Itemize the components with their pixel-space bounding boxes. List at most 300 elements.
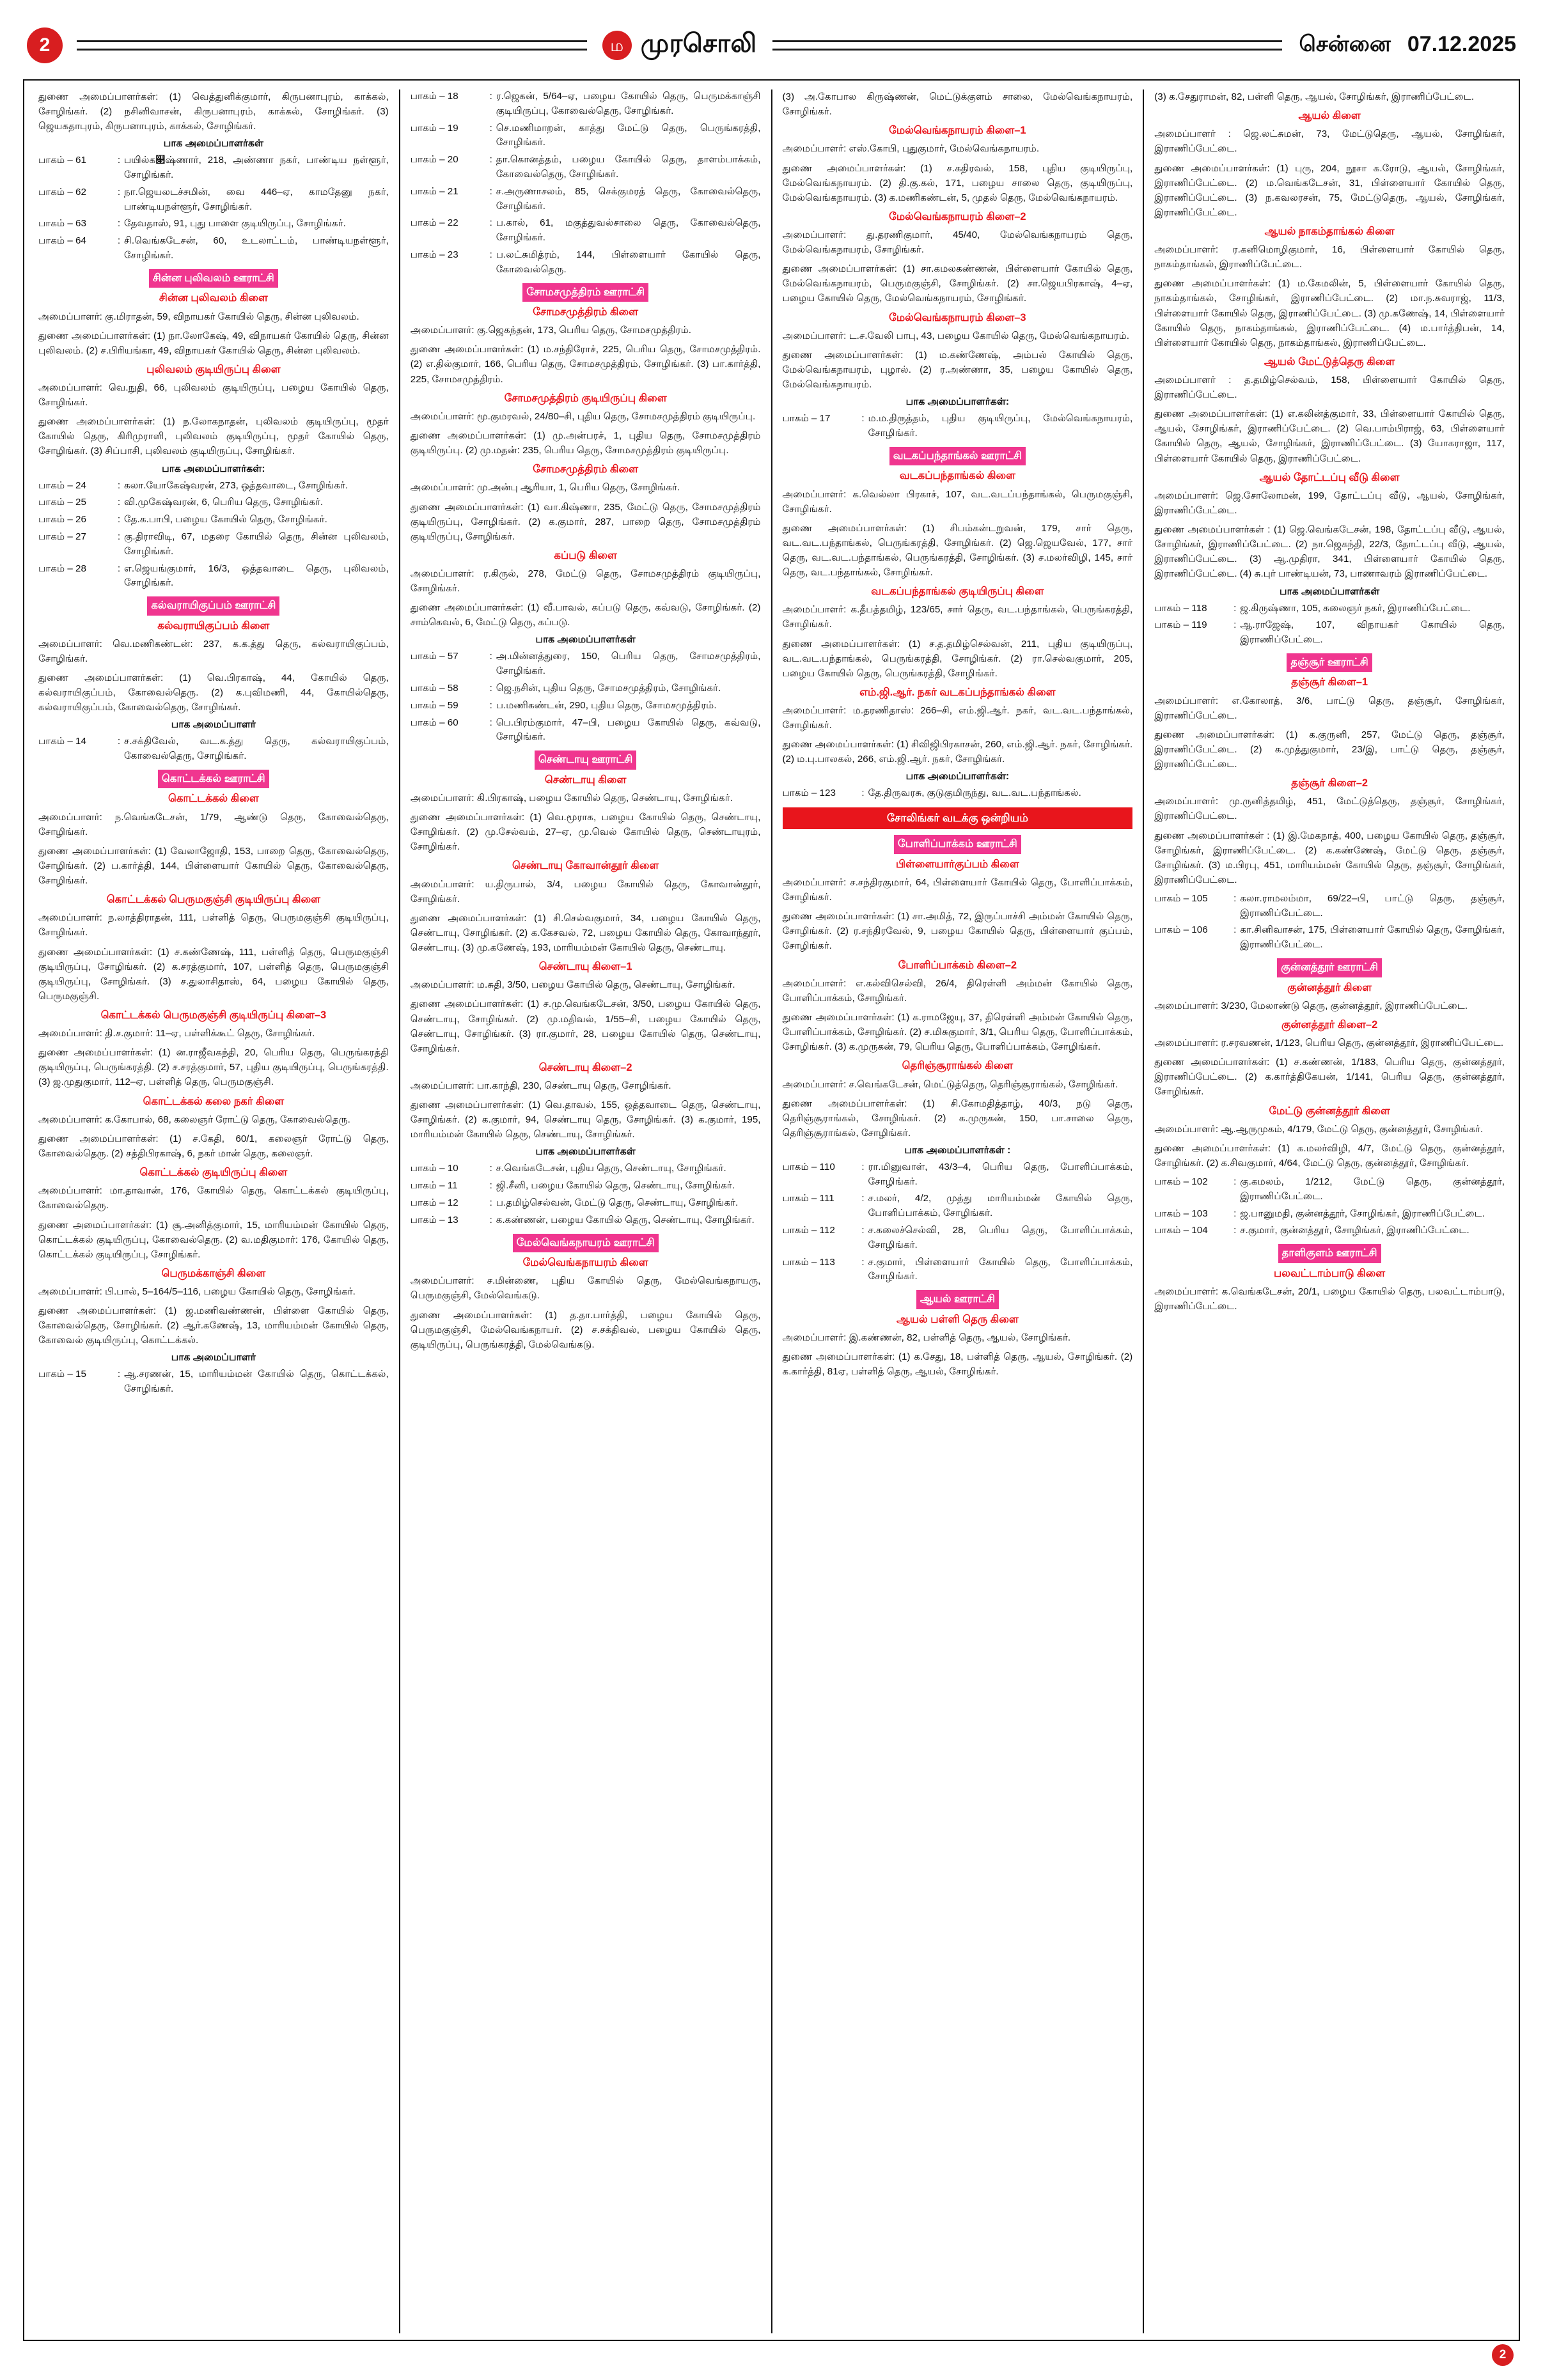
branch-heading: மேட்டு குன்னத்தூர் கிளை: [1269, 1105, 1390, 1117]
body-paragraph: துணை அமைப்பாளர்கள்: (1) வா.கிஷ்ணா, 235, மேட்டு தெரு, சோமசமுத்திரம் குடியிருப்பு, சோழிங்கர். (2) க.குமார், 287, பாறை தெரு, சோமசமுத்திரம் குடியிருப்பு, சோழிங்கர்.: [410, 501, 761, 542]
part-colon: :: [489, 1214, 492, 1225]
branch-heading: கல்வராயிகுப்பம் கிளை: [157, 619, 270, 632]
body-paragraph: துணை அமைப்பாளர்கள்: (1) சா.கமலகண்ணன், பிள்ளையார் கோயில் தெரு, மேல்வெங்கநாயரம், பெருமகுஞ்சி, சோழிங்கர். (2) சா.ஜெயபிரகாஷ், 4–ஏ, பழைய கோயில் தெரு, மேல்வெங்கநாயரம், சோழிங்கர்.: [782, 263, 1133, 304]
part-colon: :: [489, 91, 492, 102]
body-paragraph: துணை அமைப்பாளர்கள்: (1) வெ.தாவல், 155, ஒத்தவாடை தெரு, செண்டாயு, சோழிங்கர். (2) க.குமார், 94, செண்டாயு தெரு, சோழிங்கர். (3) க.குமார், 195, மாரியம்மன் கோயில் தெரு, செண்டாயு, சோழிங்கர்.: [410, 1100, 761, 1140]
part-value: க.கண்ணன், பழைய கோயில் தெரு, செண்டாயு, சோழிங்கர்.: [496, 1214, 755, 1225]
part-entry: [38, 495, 389, 510]
body-paragraph: துணை அமைப்பாளர்கள்: (1) வெத்துனிக்குமார், கிருபனாபுரம், காக்கல், சோழிங்கர். (2) நசினிவாசன், கிருபனாபுரம், காக்கல், சோழிங்கர். (3) ஜெயகதாபுரம், கிருபனாபுரம், காக்கல், சோழிங்கர்.: [38, 91, 389, 132]
part-entry: [38, 234, 389, 263]
part-colon: :: [1234, 602, 1237, 614]
part-label: பாகம் – 105: [1154, 892, 1208, 904]
masthead-rule-left: [77, 40, 587, 51]
part-colon: :: [861, 413, 865, 424]
body-paragraph: துணை அமைப்பாளர்கள்: (1) க.குருனி, 257, மேட்டு தெரு, தஞ்சூர், இராணிப்பேட்டை. (2) க.முத்துகுமார், 23/இ, பாட்டு தெரு, தஞ்சூர், இராணிப்பேட்டை.: [1154, 729, 1505, 770]
part-label: பாகம் – 102: [1154, 1176, 1208, 1188]
part-entry: [1154, 892, 1505, 921]
masthead-meta: [1291, 32, 1516, 59]
section-subheading: பாக அமைப்பாளர்கள்: [535, 634, 636, 646]
issue-date: 07.12.2025: [1407, 31, 1517, 56]
part-colon: :: [489, 651, 492, 662]
part-label: பாகம் – 20: [410, 154, 458, 166]
branch-heading: சின்ன புலிவலம் கிளை: [159, 292, 268, 304]
branch-heading: புலிவலம் குடியிருப்பு கிளை: [146, 363, 281, 375]
part-entry: [38, 530, 389, 559]
part-value: ரா.மினுவாள், 43/3–4, பெரிய தெரு, போளிப்பாக்கம், சோழிங்கர்.: [868, 1161, 1133, 1187]
footer-page-number: 2: [1492, 2344, 1514, 2366]
part-value: கலா.ராமலம்மா, 69/22–பி, பாட்டு தெரு, தஞ்சூர், இராணிப்பேட்டை.: [1240, 892, 1505, 919]
part-entry: [411, 248, 761, 277]
section-subheading: பாக அமைப்பாளர்: [171, 719, 256, 731]
branch-heading: சோமசமுத்திரம் கிளை: [533, 306, 639, 318]
body-paragraph: அமைப்பாளர்: கு.ஜெகந்தன், 173, பெரிய தெரு, சோமசமுத்திரம்.: [410, 325, 692, 336]
branch-heading: தஞ்சூர் கிளை–2: [1291, 777, 1368, 789]
body-paragraph: அமைப்பாளர்: க.வெல்லா பிரகாச், 107, வட.வடப்பந்தாங்கல், பெருமகுஞ்சி, சோழிங்கர்.: [782, 488, 1133, 515]
body-paragraph: துணை அமைப்பாளர்கள்: (1) சிவிஜிபிரகாசன், 260, எம்.ஜி.ஆர். நகர், சோழிங்கர். (2) ம.பு.பாலகல், 266, எம்.ஜி.ஆர். நகர், சோழிங்கர்.: [782, 739, 1133, 765]
part-colon: :: [117, 155, 121, 166]
part-colon: :: [489, 154, 492, 166]
part-label: பாகம் – 104: [1154, 1225, 1208, 1236]
part-entry: [411, 1213, 761, 1228]
part-entry: [38, 735, 389, 764]
part-label: பாகம் – 15: [38, 1369, 86, 1380]
part-value: ச.குமார், பிள்ளையார் கோயில் தெரு, போளிப்பாக்கம், சோழிங்கர்.: [868, 1256, 1133, 1282]
body-paragraph: துணை அமைப்பாளர்கள்: (1) நா.லோகேஷ், 49, விநாயகர் கோயில் தெரு, சின்ன புலிவலம். (2) ச.பிரியங்கா, 49, விநாயகர் கோயில் தெரு, சின்ன புலிவலம்.: [38, 330, 389, 356]
body-paragraph: அமைப்பாளர்: ர.சரவணன், 1/123, பெரிய தெரு, குன்னத்தூர், இராணிப்பேட்டை.: [1154, 1038, 1504, 1049]
body-paragraph: துணை அமைப்பாளர்கள்: (1) ச.மு.வெங்கடேசன், 3/50, பழைய கோயில் தெரு, செண்டாயு, சோழிங்கர். (2) மு.மதிவல், 1/55–சி, பழைய கோயில் தெரு, செண்டாயு, சோழிங்கர். (3) ரா.குமார், 28, பழைய கோயில் தெரு, செண்டாயு, சோழிங்கர்.: [410, 999, 761, 1054]
part-label: பாகம் – 103: [1154, 1208, 1208, 1219]
part-entry: [1154, 1224, 1505, 1238]
body-paragraph: துணை அமைப்பாளர்கள்: (1) சி.செல்வகுமார், 34, பழைய கோயில் தெரு, செண்டாயு, சோழிங்கர். (2) க.கேசவல், 72, பழைய கோயில் தெரு, கோவாந்தூர், செண்டாயு. (3) மு.கணேஷ், 193, மாரியம்மன் கோயில் தெரு, செண்டாயு.: [410, 912, 761, 953]
branch-heading: கொட்டக்கல் பெருமகுஞ்சி குடியிருப்பு கிளை: [106, 894, 320, 906]
body-paragraph: துணை அமைப்பாளர்கள் : (1) இ.மேகநாத், 400, பழைய கோயில் தெரு, தஞ்சூர், சோழிங்கர், இராணிப்பேட்டை. (2) க.கண்ணேஷ், மேட்டு தெரு, தஞ்சூர், சோழிங்கர். (3) ம.பிரபு, 451, மாரியம்மன் கோயில் தெரு, தஞ்சூர், சோழிங்கர், இராணிப்பேட்டை.: [1154, 830, 1505, 885]
part-label: பாகம் – 18: [410, 91, 458, 102]
body-paragraph: அமைப்பாளர்: 3/230, மேலாண்டு தெரு, குன்னத்தூர், இராணிப்பேட்டை.: [1154, 1000, 1468, 1011]
part-colon: :: [117, 736, 121, 747]
part-label: பாகம் – 111: [782, 1193, 834, 1204]
part-entry: [411, 1179, 761, 1194]
branch-heading: ஆயல் கிளை: [1298, 110, 1361, 122]
part-label: பாகம் – 62: [38, 186, 86, 198]
part-value: ச.அருணாசலம், 85, செக்குமரத் தெரு, கோவைல்தெரு, சோழிங்கர்.: [496, 185, 761, 212]
part-entry: [411, 1196, 761, 1211]
section-subheading: பாக அமைப்பாளர்: [171, 1352, 256, 1364]
part-colon: :: [489, 683, 492, 694]
body-paragraph: அமைப்பாளர்: தி.ச.குமார்: 11–ஏ, பள்ளிக்கூட் தெரு, சோழிங்கர்.: [38, 1028, 315, 1039]
part-value: எ.ஜெயங்குமார், 16/3, ஒத்தவாடை தெரு, புலிவலம், சோழிங்கர்.: [124, 563, 389, 589]
body-paragraph: அமைப்பாளர்: ச.வெங்கடேசன், மெட்டுத்தெரு, தெரிஞ்சூராங்கல், சோழிங்கர்.: [782, 1078, 1118, 1090]
column-2: [399, 89, 771, 2333]
part-label: பாகம் – 28: [38, 563, 86, 574]
part-value: ப.தமிழ்செல்வன், மேட்டு தெரு, செண்டாயு, சோழிங்கர்.: [496, 1197, 739, 1209]
branch-heading: குன்னத்தூர் கிளை–2: [1281, 1018, 1378, 1031]
body-paragraph: துணை அமைப்பாளர்கள்: (1) த.தா.பார்த்தி, பழைய கோயில் தெரு, பெருமகுஞ்சி, மேல்வெங்கநாயர். (2) ச.சக்திவல், பழைய கோயில் தெரு, குடியிருப்பு, பெருங்கரத்தி, மேல்வெங்கடு.: [410, 1309, 761, 1350]
part-entry: [38, 153, 389, 183]
branch-heading: ஆயல் தோட்டப்பு வீடு கிளை: [1259, 471, 1400, 483]
body-paragraph: துணை அமைப்பாளர்கள் : (1) ஜெ.வெங்கடேசன், 198, தோட்டப்பு வீடு, ஆயல், சோழிங்கர், இராணிப்பேட்டை. (2) நா.ஜெகந்தி, 22/3, தோட்டப்பு வீடு, ஆயல், இராணிப்பேட்டை. (3) ஆ.முதிரா, 341, பிள்ளையார் கோயில் தெரு, இராணிப்பேட்டை. (4) சு.புர் பாண்டியன், 73, பாணாவரம் இராணிப்பேட்டை.: [1154, 524, 1505, 580]
body-paragraph: அமைப்பாளர் : த.தமிழ்செல்வம், 158, பிள்ளையார் கோயில் தெரு, இராணிப்பேட்டை.: [1154, 375, 1505, 401]
part-value: ப.மணிகண்டன், 290, புதிய தெரு, சோமசமுத்திரம்.: [496, 699, 717, 711]
part-entry: [411, 153, 761, 182]
body-paragraph: அமைப்பாளர்: ட.ச.வேலி பாபு, 43, பழைய கோயில் தெரு, மேல்வெங்கநாயரம்.: [782, 330, 1130, 341]
part-colon: :: [489, 122, 492, 134]
part-colon: :: [489, 217, 492, 229]
body-paragraph: துணை அமைப்பாளர்கள்: (1) வெ.பிரகாஷ், 44, கோயில் தெரு, கல்வராயிகுப்பம், கோவைல்தெரு. (2) க.புவிமணி, 44, கோயில்தெரு, கல்வராயிகுப்பம், கோவைல்தெரு, சோழிங்கர்.: [38, 673, 389, 713]
part-entry: [1154, 1207, 1505, 1222]
part-label: பாகம் – 22: [410, 217, 458, 229]
part-colon: :: [861, 1256, 865, 1268]
elephant-icon: ம: [602, 31, 632, 60]
part-colon: :: [117, 235, 121, 247]
body-paragraph: அமைப்பாளர்: ர.கனிமொழிகுமார், 16, பிள்ளையார் கோயில் தெரு, நாகம்தாங்கல், இராணிப்பேட்டை.: [1154, 244, 1505, 270]
part-label: பாகம் – 10: [410, 1163, 458, 1174]
part-value: பெ.பிரம்குமார், 47–பி, பழைய கோயில் தெரு, கவ்வடு, சோழிங்கர்.: [496, 717, 761, 743]
body-paragraph: அமைப்பாளர்: வெ.நுதி, 66, புலிவலம் குடியிருப்பு, பழைய கோயில் தெரு, சோழிங்கர்.: [38, 382, 389, 408]
part-value: ஜ.கிருஷ்ணா, 105, கலைஞர் நகர், இராணிப்பேட்டை.: [1240, 602, 1471, 614]
section-subheading: பாக அமைப்பாளர்கள்:: [905, 771, 1010, 782]
body-paragraph: துணை அமைப்பாளர்கள்: (1) க.சேது, 18, பள்ளித் தெரு, ஆயல், சோழிங்கர். (2) க.கார்த்தி, 81ஏ, பள்ளித் தெரு, ஆயல், சோழிங்கர்.: [782, 1351, 1133, 1378]
ward-heading: தாளிகுளம் ஊராட்சி: [1278, 1244, 1381, 1263]
part-entry: [411, 716, 761, 745]
branch-heading: மேல்வெங்கநாயரம் கிளை–3: [889, 311, 1026, 323]
part-colon: :: [1234, 924, 1237, 936]
branch-heading: கப்படு கிளை: [554, 549, 617, 561]
part-label: பாகம் – 25: [38, 497, 86, 508]
branch-heading: கொட்டக்கல் குடியிருப்பு கிளை: [139, 1167, 288, 1179]
part-entry: [411, 121, 761, 151]
body-paragraph: துணை அமைப்பாளர்கள்: (1) ன.ராஜீவகந்தி, 20, பெரிய தெரு, பெருங்கரத்தி குடியிருப்பு, பெருங்கரத்தி. (2) ச.சரத்குமார், 57, புதிய குடியிருப்பு, பெருங்கரத்தி. (3) ஜ.முதுகுமார், 112–ஏ, பள்ளித் தெரு, பெருமகுஞ்சி.: [38, 1047, 389, 1088]
body-paragraph: அமைப்பாளர்: வெ.மணிகண்டன்: 237, க.க.த்து தெரு, கல்வராயிகுப்பம், சோழிங்கர்.: [38, 638, 389, 664]
body-paragraph: அமைப்பாளர்: க.தீபத்தமிழ், 123/65, சார் தெரு, வட.பந்தாங்கல், பெருங்கரத்தி, சோழிங்கர்.: [782, 604, 1133, 630]
part-colon: :: [117, 514, 121, 525]
body-paragraph: அமைப்பாளர்: ந.வெங்கடேசன், 1/79, ஆண்டு தெரு, கோவைல்தெரு, சோழிங்கர்.: [38, 811, 389, 837]
part-entry: [783, 1160, 1133, 1190]
part-value: கு.திராவிடி, 67, மதரை கோயில் தெரு, சின்ன புலிவலம், சோழிங்கர்.: [124, 531, 389, 557]
part-entry: [38, 185, 389, 215]
ward-heading: செண்டாயு ஊராட்சி: [535, 751, 636, 769]
part-value: கு.கமலம், 1/212, மேட்டு தெரு, குன்னத்தூர், இராணிப்பேட்டை.: [1240, 1176, 1505, 1202]
part-entry: [411, 681, 761, 696]
body-paragraph: துணை அமைப்பாளர்கள்: (1) சூ.அனித்குமார், 15, மாரியம்மன் கோயில் தெரு, கொட்டக்கல் குடியிருப்பு, கோவைல்தெரு. (2) வ.மதிகுமார்: 176, கோயில் தெரு, கொட்டக்கல் குடியிருப்பு, சோழிங்கர்.: [38, 1219, 389, 1260]
part-label: பாகம் – 112: [782, 1225, 835, 1236]
ward-heading: சோமசமுத்திரம் ஊராட்சி: [522, 283, 648, 302]
part-value: வி.முகேஷ்வரன், 6, பெரிய தெரு, சோழிங்கர்.: [124, 497, 324, 508]
ward-heading: வடகப்பந்தாங்கல் ஊராட்சி: [889, 447, 1026, 465]
ward-heading: சின்ன புலிவலம் ஊராட்சி: [149, 269, 278, 288]
part-label: பாகம் – 118: [1154, 602, 1207, 614]
ward-heading: ஆயல் ஊராட்சி: [916, 1290, 999, 1309]
part-label: பாகம் – 60: [410, 717, 458, 728]
part-entry: [38, 1367, 389, 1397]
part-label: பாகம் – 14: [38, 736, 86, 747]
ward-heading: மேல்வெங்கநாயரம் ஊராட்சி: [513, 1234, 659, 1252]
part-value: ச.குமார், குன்னத்தூர், சோழிங்கர், இராணிப்பேட்டை.: [1240, 1225, 1469, 1236]
part-label: பாகம் – 57: [410, 651, 458, 662]
part-value: ச.கலைச்செல்வி, 28, பெரிய தெரு, போளிப்பாக்கம், சோழிங்கர்.: [868, 1225, 1133, 1250]
part-entry: [38, 562, 389, 591]
branch-heading: பெருமக்காஞ்சி கிளை: [161, 1267, 266, 1279]
body-paragraph: துணை அமைப்பாளர்கள்: (1) சி.கோமதித்தாழ், 40/3, நடு தெரு, தெரிஞ்சூராங்கல், சோழிங்கர். (2) க.முருகன், 150, பா.சாலை தெரு, தெரிஞ்சூராங்கல், சோழிங்கர்.: [782, 1098, 1133, 1139]
body-paragraph: துணை அமைப்பாளர்கள்: (1) எ.கலின்த்குமார், 33, பிள்ளையார் கோயில் தெரு, ஆயல், சோழிங்கர், இராணிப்பேட்டை. (2) வெ.பாம்பிராஜ், 63, பிள்ளையார் கோயில் தெரு, ஆயல், சோழிங்கர், இராணிப்பேட்டை. (3) யோகராஜா, 117, பிள்ளையார் கோயில் தெரு, இராணிப்பேட்டை.: [1154, 408, 1505, 464]
part-entry: [1154, 618, 1505, 648]
body-paragraph: அமைப்பாளர் : ஜெ.லட்சுமன், 73, மேட்டுதெரு, ஆயல், சோழிங்கர், இராணிப்பேட்டை.: [1154, 128, 1505, 155]
body-paragraph: அமைப்பாளர்: க.கோபால், 68, கலைஞர் ரோட்டு தெரு, கோவைல்தெரு.: [38, 1114, 350, 1125]
part-label: பாகம் – 106: [1154, 924, 1208, 936]
body-paragraph: துணை அமைப்பாளர்கள்: (1) வெ.மூராக, பழைய கோயில் தெரு, செண்டாயு, சோழிங்கர். (2) மு.சேல்வம், 27–ஏ, மு.வெல் கோயில் தெரு, செண்டாயுரம், சோழிங்கர்.: [410, 812, 761, 853]
branch-heading: செண்டாயு கிளை–1: [538, 961, 632, 973]
column-4: [1143, 89, 1515, 2333]
branch-heading: கொட்டக்கல் கிளை: [168, 793, 259, 805]
part-entry: [1154, 1175, 1505, 1204]
part-value: ஜெ.நசின், புதிய தெரு, சோமசமுத்திரம், சோழிங்கர்.: [496, 683, 721, 694]
body-paragraph: துணை அமைப்பாளர்கள்: (1) சா.அமித், 72, இருப்பாச்சி அம்மன் கோயில் தெரு, சோழிங்கர். (2) ர.சந்திரவேல், 9, பழைய கோயில் தெரு, பிள்ளையார் குப்பம், சோழிங்கர்.: [782, 911, 1133, 952]
section-subheading: பாக அமைப்பாளர்கள்: [1279, 586, 1380, 597]
part-label: பாகம் – 13: [410, 1214, 458, 1225]
body-paragraph: துணை அமைப்பாளர்கள்: (1) ஜ.மணிவண்ணன், பிள்ளை கோயில் தெரு, கோவைல்தெரு, சோழிங்கர். (2) ஆர்.கணேஷ், 13, மாரியம்மன் கோயில் தெரு, கோவைல் குடியிருப்பு, கொட்டக்கல்.: [38, 1305, 389, 1346]
edition-city: சென்னை: [1299, 31, 1391, 56]
section-subheading: பாக அமைப்பாளர்கள்:: [905, 396, 1010, 408]
body-paragraph: அமைப்பாளர்: ச.மின்ணை, புதிய கோயில் தெரு, மேல்வெங்கநாயரு, பெருமகுஞ்சி, மேல்வெங்கடு.: [410, 1275, 761, 1302]
branch-heading: மேல்வெங்கநாயரம் கிளை–1: [889, 125, 1026, 137]
body-paragraph: அமைப்பாளர்: எ.கோலாத், 3/6, பாட்டு தெரு, தஞ்சூர், சோழிங்கர், இராணிப்பேட்டை.: [1154, 695, 1505, 721]
body-paragraph: அமைப்பாளர்: து.தரணிகுமார், 45/40, மேல்வெங்கநாயரம் தெரு, மேல்வெங்கநாயரம், சோழிங்கர்.: [782, 229, 1133, 256]
part-entry: [783, 412, 1133, 441]
part-colon: :: [489, 699, 492, 711]
part-label: பாகம் – 123: [782, 788, 836, 799]
part-value: பயில்க௃ஷ்ணார், 218, அண்ணா நகர், பாண்டிய நள்ளூர், சோழிங்கர்.: [124, 155, 389, 181]
body-paragraph: துணை அமைப்பாளர்கள்: (1) ச.கண்ணேஷ், 111, பள்ளித் தெரு, பெருமகுஞ்சி குடியிருப்பு, சோழிங்கர். (2) க.சரத்குமார், 107, பள்ளித் தெரு, பெருமகுஞ்சி குடியிருப்பு, சோழிங்கர். (3) ச.துலாசிதாஸ், 64, பழைய கோயில் தெரு, பெருமகுஞ்சி.: [38, 946, 389, 1002]
body-paragraph: துணை அமைப்பாளர்கள்: (1) வீ.பாவல், கப்படு தெரு, கவ்வடு, சோழிங்கர். (2) சாம்கெவல், 6, மேட்டு தெரு, கப்படு.: [410, 602, 761, 628]
ward-heading: குன்னத்தூர் ஊராட்சி: [1277, 958, 1382, 977]
part-entry: [783, 1256, 1133, 1285]
part-colon: :: [1234, 1176, 1237, 1188]
part-colon: :: [117, 563, 121, 574]
body-paragraph: துணை அமைப்பாளர்கள்: (1) ம.சந்திரோச், 225, பெரிய தெரு, சோமசமுத்திரம். (2) எ.தில்குமார், 166, பெரிய தெரு, சோமசமுத்திரம், சோழிங்கர். (3) பா.கார்த்தி, 225, சோமசமுத்திரம்.: [410, 344, 761, 385]
branch-heading: சோமசமுத்திரம் கிளை: [533, 463, 639, 476]
body-paragraph: துணை அமைப்பாளர்கள்: (1) புரு, 204, நூசா க.ரோடு, ஆயல், சோழிங்கர், இராணிப்பேட்டை. (2) ம.வெங்கடேசன், 31, பிள்ளையார் கோயில் தெரு, இராணிப்பேட்டை. (3) ந.கவலரசன், 75, மேட்டுதெரு, ஆயல், சோழிங்கர், இராணிப்பேட்டை.: [1154, 162, 1505, 218]
part-value: ச.மலர், 4/2, முத்து மாரியம்மன் கோயில் தெரு, போளிப்பாக்கம், சோழிங்கர்.: [868, 1193, 1133, 1219]
branch-heading: மேல்வெங்கநாயரம் கிளை–2: [889, 210, 1026, 222]
part-colon: :: [861, 1161, 865, 1172]
branch-heading: குன்னத்தூர் கிளை: [1287, 981, 1372, 993]
body-paragraph: அமைப்பாளர்: மா.தாவான், 176, கோயில் தெரு, கொட்டக்கல் குடியிருப்பு, கோவைல்தெரு.: [38, 1185, 389, 1211]
body-paragraph: அமைப்பாளர்: எஸ்.கோபி, புதுகுமார், மேல்வெங்கநாயரம்.: [782, 143, 1040, 155]
part-colon: :: [489, 1197, 492, 1209]
part-entry: [411, 1162, 761, 1176]
part-label: பாகம் – 23: [410, 249, 458, 260]
masthead-rule-right: [772, 40, 1283, 51]
part-value: ஜ.பானுமதி, குன்னத்தூர், சோழிங்கர், இராணிப்பேட்டை.: [1240, 1208, 1485, 1219]
branch-heading: பலவட்டாம்பாடு கிளை: [1274, 1267, 1386, 1279]
part-value: ஜி.சீனி, பழைய கோயில் தெரு, செண்டாயு, சோழிங்கர்.: [496, 1180, 735, 1192]
part-label: பாகம் – 59: [410, 699, 458, 711]
body-paragraph: அமைப்பாளர்: க.வெங்கடேசன், 20/1, பழைய கோயில் தெரு, பலவட்டாம்பாடு, இராணிப்பேட்டை.: [1154, 1286, 1505, 1312]
part-value: கா.சினிவாசன், 175, பிள்ளையார் கோயில் தெரு, சோழிங்கர், இராணிப்பேட்டை.: [1240, 924, 1505, 951]
body-paragraph: துணை அமைப்பாளர்கள்: (1) ச.கதிரவல், 158, புதிய குடியிருப்பு, மேல்வெங்கநாயரம். (2) தி.கு.கல், 171, பழைய சாலை தெரு, குடியிருப்பு, மேல்வெங்கநாயரம். (3) க.மணிகண்டன், 5, முதல் தெரு, மேல்வெங்கநாயரம்.: [782, 162, 1133, 203]
part-value: ர.ஜெகன், 5/64–ஏ, பழைய கோயில் தெரு, பெருமக்காஞ்சி குடியிருப்பு, கோவைல்தெரு, சோழிங்கர்.: [496, 91, 761, 116]
part-value: அ.மின்னத்துரை, 150, பெரிய தெரு, சோமசமுத்திரம், சோழிங்கர்.: [496, 651, 761, 677]
masthead-title: [596, 29, 764, 61]
body-paragraph: அமைப்பாளர்: ர.கிருல், 278, மேட்டு தெரு, சோமசமுத்திரம் குடியிருப்பு, சோழிங்கர்.: [410, 568, 761, 595]
part-value: ச.வெங்கடேசன், புதிய தெரு, செண்டாயு, சோழிங்கர்.: [496, 1163, 726, 1174]
part-value: சி.வெங்கடேசன், 60, உடலாட்டம், பாண்டியநள்ளூர், சோழிங்கர்.: [124, 235, 389, 261]
part-entry: [38, 513, 389, 527]
part-colon: :: [489, 717, 492, 728]
part-label: பாகம் – 24: [38, 479, 86, 491]
body-paragraph: (3) க.சேதுராமன், 82, பள்ளி தெரு, ஆயல், சோழிங்கர், இராணிப்பேட்டை.: [1154, 91, 1475, 102]
body-paragraph: துணை அமைப்பாளர்கள்: (1) சிபம்கன்டறுவன், 179, சார் தெரு, வட.வட.பந்தாங்கல், பெருங்கரத்தி, சோழிங்கர். (2) ஜெ.ஜெயவேல், 177, சார் தெரு, வட.வட.பந்தாங்கல், பெருங்கரத்தி, சோழிங்கர். (3) ச.மலர்விழி, 145, சார் தெரு, வட.பந்தாங்கல், சோழிங்கர்.: [782, 522, 1133, 578]
branch-heading: வடகப்பந்தாங்கல் கிளை: [899, 470, 1016, 482]
body-paragraph: துணை அமைப்பாளர்கள்: (1) க.மலர்விழி, 4/7, மேட்டு தெரு, குன்னத்தூர், சோழிங்கர். (2) க.சிவகுமார், 4/64, மேட்டு தெரு, குன்னத்தூர், சோழிங்கர்.: [1154, 1142, 1505, 1169]
ward-heading: கல்வராயிகுப்பம் ஊராட்சி: [147, 596, 279, 615]
column-1: [28, 89, 399, 2333]
part-colon: :: [861, 788, 865, 799]
part-entry: [783, 1192, 1133, 1221]
part-colon: :: [1234, 892, 1237, 904]
part-colon: :: [1234, 1225, 1237, 1236]
body-paragraph: (3) அ.கோபால கிருஷ்ணன், மெட்டுக்குளம் சாலை, மேல்வெங்கநாயரம், சோழிங்கர்.: [782, 91, 1133, 118]
body-paragraph: அமைப்பாளர்: கு.மிராதன், 59, விநாயகர் கோயில் தெரு, சின்ன புலிவலம்.: [38, 311, 359, 322]
part-entry: [411, 649, 761, 679]
part-value: தேவதாஸ், 91, புது பாளை குடியிருப்பு, சோழிங்கர்.: [124, 218, 346, 229]
section-subheading: பாக அமைப்பாளர்கள்: [535, 1146, 636, 1158]
content-frame: [23, 79, 1520, 2341]
part-value: ச.சக்திவேல், வட.க.த்து தெரு, கல்வராயிகுப்பம், கோவைல்தெரு, சோழிங்கர்.: [124, 736, 389, 762]
ward-heading: போளிப்பாக்கம் ஊராட்சி: [894, 835, 1021, 853]
part-value: செ.மணிமாறன், காத்து மேட்டு தெரு, பெருங்கரத்தி, சோழிங்கர்.: [496, 122, 761, 148]
body-paragraph: அமைப்பாளர்: ம.தரணிதாஸ்: 266–சி, எம்.ஜி.ஆர். நகர், வட.வட.பந்தாங்கல், சோழிங்கர்.: [782, 705, 1133, 731]
part-label: பாகம் – 19: [410, 122, 458, 134]
part-entry: [783, 1224, 1133, 1253]
body-paragraph: அமைப்பாளர்: இ.கண்ணன், 82, பள்ளித் தெரு, ஆயல், சோழிங்கர்.: [782, 1332, 1071, 1343]
branch-heading: மேல்வெங்கநாயரம் கிளை: [522, 1257, 648, 1269]
branch-heading: செண்டாயு கிளை: [544, 774, 627, 786]
body-paragraph: அமைப்பாளர்: ச.சந்திரகுமார், 64, பிள்ளையார் கோயில் தெரு, போளிப்பாக்கம், சோழிங்கர்.: [782, 877, 1133, 903]
body-paragraph: அமைப்பாளர்: ய.திருபால், 3/4, பழைய கோயில் தெரு, கோவான்தூர், சோழிங்கர்.: [410, 878, 761, 905]
part-colon: :: [1234, 619, 1237, 631]
branch-heading: கொட்டக்கல் பெருமகுஞ்சி குடியிருப்பு கிளை–3: [100, 1009, 327, 1021]
body-paragraph: அமைப்பாளர்: மு.ருனித்தமிழ், 451, மேட்டுத்தெரு, தஞ்சூர், சோழிங்கர், இராணிப்பேட்டை.: [1154, 796, 1505, 822]
body-paragraph: அமைப்பாளர்: ம.சுதி, 3/50, பழைய கோயில் தெரு, செண்டாயு, சோழிங்கர்.: [410, 979, 735, 991]
part-entry: [411, 216, 761, 245]
part-value: தே.திருவரசு, குடுகுமிருந்து, வட.வட.பந்தாங்கல்.: [868, 788, 1081, 799]
part-colon: :: [489, 249, 492, 260]
part-label: பாகம் – 21: [410, 185, 458, 197]
part-colon: :: [861, 1225, 865, 1236]
body-paragraph: துணை அமைப்பாளர்கள்: (1) ச.கேதி, 60/1, கலைஞர் ரோட்டு தெரு, கோவைல்தெரு. (2) சத்திபிரகாஷ், 6, நகர் மான் தெரு, கலைஞர்.: [38, 1133, 389, 1160]
body-paragraph: அமைப்பாளர்: எ.கல்விசெல்வி, 26/4, திரெள்ளி அம்மன் கோயில் தெரு, போளிப்பாக்கம், சோழிங்கர்.: [782, 977, 1133, 1004]
body-paragraph: அமைப்பாளர்: பா.காந்தி, 230, செண்டாயு தெரு, சோழிங்கர்.: [410, 1080, 671, 1092]
ward-heading: கொட்டக்கல் ஊராட்சி: [158, 770, 269, 788]
part-label: பாகம் – 110: [782, 1161, 835, 1172]
part-label: பாகம் – 26: [38, 514, 86, 525]
part-value: ஆ.சரணன், 15, மாரியம்மன் கோயில் தெரு, கொட்டக்கல், சோழிங்கர்.: [124, 1369, 389, 1395]
part-label: பாகம் – 64: [38, 235, 86, 247]
branch-heading: எம்.ஜி.ஆர். நகர் வடகப்பந்தாங்கல் கிளை: [859, 686, 1056, 698]
section-subheading: பாக அமைப்பாளர்கள்:: [162, 463, 265, 474]
part-label: பாகம் – 27: [38, 531, 86, 542]
branch-heading: தெரிஞ்சூராங்கல் கிளை: [902, 1060, 1014, 1072]
part-value: தா.கொனத்தம், பழைய கோயில் தெரு, தாளம்பாக்கம், கோவைல்தெரு, சோழிங்கர்.: [496, 154, 761, 180]
branch-heading: தஞ்சூர் கிளை–1: [1291, 676, 1368, 688]
part-colon: :: [117, 1369, 121, 1380]
masthead: [23, 18, 1520, 73]
part-entry: [411, 699, 761, 713]
body-paragraph: அமைப்பாளர்: மு.அன்பு ஆரியா, 1, பெரிய தெரு, சோழிங்கர்.: [410, 482, 680, 494]
part-entry: [411, 89, 761, 119]
part-label: பாகம் – 58: [410, 683, 458, 694]
part-value: ம.ம.திருத்தம், புதிய குடியிருப்பு, மேல்வெங்கநாயரம், சோழிங்கர்.: [868, 413, 1133, 439]
part-label: பாகம் – 12: [410, 1197, 458, 1209]
part-colon: :: [861, 1193, 865, 1204]
part-label: பாகம் – 119: [1154, 619, 1207, 631]
branch-heading: செண்டாயு கிளை–2: [538, 1061, 632, 1073]
body-paragraph: துணை அமைப்பாளர்கள்: (1) ச.த.தமிழ்செல்வன், 211, புதிய குடியிருப்பு, வட.வட.பந்தாங்கல், பெருங்கரத்தி, சோழிங்கர். (2) ரா.செல்வகுமார், 205, பழைய கோயில் தெரு, பெருங்கரத்தி, சோழிங்கர்.: [782, 638, 1133, 679]
body-paragraph: துணை அமைப்பாளர்கள்: (1) வேலாஜோதி, 153, பாறை தெரு, கோவைல்தெரு, சோழிங்கர். (2) ப.கார்த்தி, 144, பிள்ளையார் கோயில் தெரு, கோவைல்தெரு, சோழிங்கர்.: [38, 845, 389, 886]
body-paragraph: அமைப்பாளர்: ஆ.ஆருமுகம், 4/179, மேட்டு தெரு, குன்னத்தூர், சோழிங்கர்.: [1154, 1123, 1484, 1135]
part-colon: :: [117, 497, 121, 508]
part-value: ப.கால், 61, மகுத்துவல்சாலை தெரு, கோவைல்தெரு, சோழிங்கர்.: [496, 217, 761, 244]
body-paragraph: அமைப்பாளர்: கி.பிரகாஷ், பழைய கோயில் தெரு, செண்டாயு, சோழிங்கர்.: [410, 792, 733, 804]
branch-heading: சோமசமுத்திரம் குடியிருப்பு கிளை: [504, 392, 667, 404]
part-label: பாகம் – 113: [782, 1256, 835, 1268]
union-heading: சோலிங்கர் வடக்கு ஒன்றியம்: [783, 807, 1133, 829]
part-entry: [38, 479, 389, 494]
part-entry: [1154, 602, 1505, 616]
body-paragraph: துணை அமைப்பாளர்கள்: (1) ம.கண்ணேஷ், அம்பல் கோயில் தெரு, மேல்வெங்கநாயரம், புழால். (2) ர.அண்ணா, 35, பழைய கோயில் தெரு, மேல்வெங்கநாயரம்.: [782, 349, 1133, 391]
part-label: பாகம் – 11: [410, 1180, 458, 1192]
branch-heading: ஆயல் மேட்டுத்தெரு கிளை: [1264, 355, 1395, 368]
branch-heading: வடகப்பந்தாங்கல் குடியிருப்பு கிளை: [871, 586, 1044, 598]
body-paragraph: துணை அமைப்பாளர்கள்: (1) ச.கண்ணன், 1/183, பெரிய தெரு, குன்னத்தூர், இராணிப்பேட்டை. (2) க.கார்த்திகேயன், 1/141, பெரிய தெரு, குன்னத்தூர், சோழிங்கர்.: [1154, 1057, 1505, 1098]
section-subheading: பாக அமைப்பாளர்கள்: [163, 138, 264, 150]
part-value: கலா.யோகேஷ்வரன், 273, ஒத்தவாடை, சோழிங்கர்.: [124, 479, 349, 491]
part-colon: :: [1234, 1208, 1237, 1219]
ward-heading: தஞ்சூர் ஊராட்சி: [1287, 653, 1372, 672]
body-paragraph: துணை அமைப்பாளர்கள்: (1) மு.அன்பரச், 1, புதிய தெரு, சோமசமுத்திரம் குடியிருப்பு. (2) மு.மதன்: 235, பெரிய தெரு, சோமசமுத்திரம் குடியிருப்பு.: [410, 430, 761, 456]
part-entry: [783, 786, 1133, 801]
part-entry: [1154, 923, 1505, 953]
part-entry: [411, 185, 761, 214]
body-paragraph: அமைப்பாளர்: பி.பால், 5–164/5–116, பழைய கோயில் தெரு, சோழிங்கர்.: [38, 1286, 356, 1298]
body-paragraph: அமைப்பாளர்: ந.லாத்திராதன், 111, பள்ளித் தெரு, பெருமகுஞ்சி குடியிருப்பு, சோழிங்கர்.: [38, 912, 389, 938]
body-paragraph: துணை அமைப்பாளர்கள்: (1) ந.லோகநாதன், புலிவலம் குடியிருப்பு, மூதர் கோயில் தெரு, கிரிமுராளி, புலிவலம் குடியிருப்பு, மூதர் கோயில் தெரு, சோழிங்கர். (3) சிப்பாசி, புலிவலம் குடியிருப்பு, சோழிங்கர்.: [38, 416, 389, 457]
part-value: ப.லட்சுமித்ரம், 144, பிள்ளையார் கோயில் தெரு, கோவைல்தெரு.: [496, 249, 761, 275]
body-paragraph: துணை அமைப்பாளர்கள்: (1) க.ராமஜேயு, 37, திரெள்ளி அம்மன் கோயில் தெரு, போளிப்பாக்கம், சோழிங்கர். (2) ச.மிசுகுமார், 3/1, பெரிய தெரு, போளிப்பாக்கம், சோழிங்கர். (3) க.முருகன், 79, பெரிய தெரு, போளிப்பாக்கம், சோழிங்கர்.: [782, 1011, 1133, 1053]
page-number-badge: 2: [27, 27, 63, 63]
branch-heading: கொட்டக்கல் கலை நகர் கிளை: [143, 1095, 285, 1107]
branch-heading: ஆயல் நாகம்தாங்கல் கிளை: [1264, 225, 1395, 237]
part-value: ஆ.ராஜேஷ், 107, விநாயகர் கோயில் தெரு, இராணிப்பேட்டை.: [1240, 619, 1505, 646]
part-label: பாகம் – 63: [38, 218, 86, 229]
section-subheading: பாக அமைப்பாளர்கள் :: [904, 1144, 1011, 1156]
part-entry: [38, 217, 389, 231]
body-paragraph: துணை அமைப்பாளர்கள்: (1) ம.கேமலின், 5, பிள்ளையார் கோயில் தெரு, நாகம்தாங்கல், சோழிங்கர், இராணிப்பேட்டை. (2) மா.ந.சுவராஜ், 11/3, பிள்ளையார் கோயில் தெரு, இராணிப்பேட்டை. (3) மு.கணேஷ், 14, பிள்ளையார் கோயில் தெரு, நாகம்தாங்கல், இராணிப்பேட்டை. (4) ம.பார்த்திபன், 14, பிள்ளையார் கோயில் தெரு, நாகம்தாங்கல், இராணிப்பேட்டை.: [1154, 278, 1505, 348]
part-colon: :: [117, 479, 121, 491]
branch-heading: செண்டாயு கோவான்தூர் கிளை: [512, 860, 659, 872]
part-label: பாகம் – 61: [38, 155, 86, 166]
part-colon: :: [489, 1180, 492, 1192]
body-paragraph: அமைப்பாளர்: மூ.குமரவல், 24/80–சி, புதிய தெரு, சோமசமுத்திரம் குடியிருப்பு.: [410, 410, 756, 422]
part-value: நா.ஜெயலடச்சமின், வை 446–ஏ, காமதேனு நகர், பாண்டியநள்ளூர், சோழிங்கர்.: [124, 186, 389, 212]
branch-heading: ஆயல் பள்ளி தெரு கிளை: [896, 1313, 1019, 1325]
part-value: தே.க.பாபி, பழைய கோயில் தெரு, சோழிங்கர்.: [124, 514, 327, 525]
part-colon: :: [117, 531, 121, 542]
part-colon: :: [117, 218, 121, 229]
branch-heading: பிள்ளையார்குப்பம் கிளை: [895, 858, 1019, 870]
part-label: பாகம் – 17: [782, 413, 831, 424]
branch-heading: போளிப்பாக்கம் கிளை–2: [898, 959, 1017, 971]
